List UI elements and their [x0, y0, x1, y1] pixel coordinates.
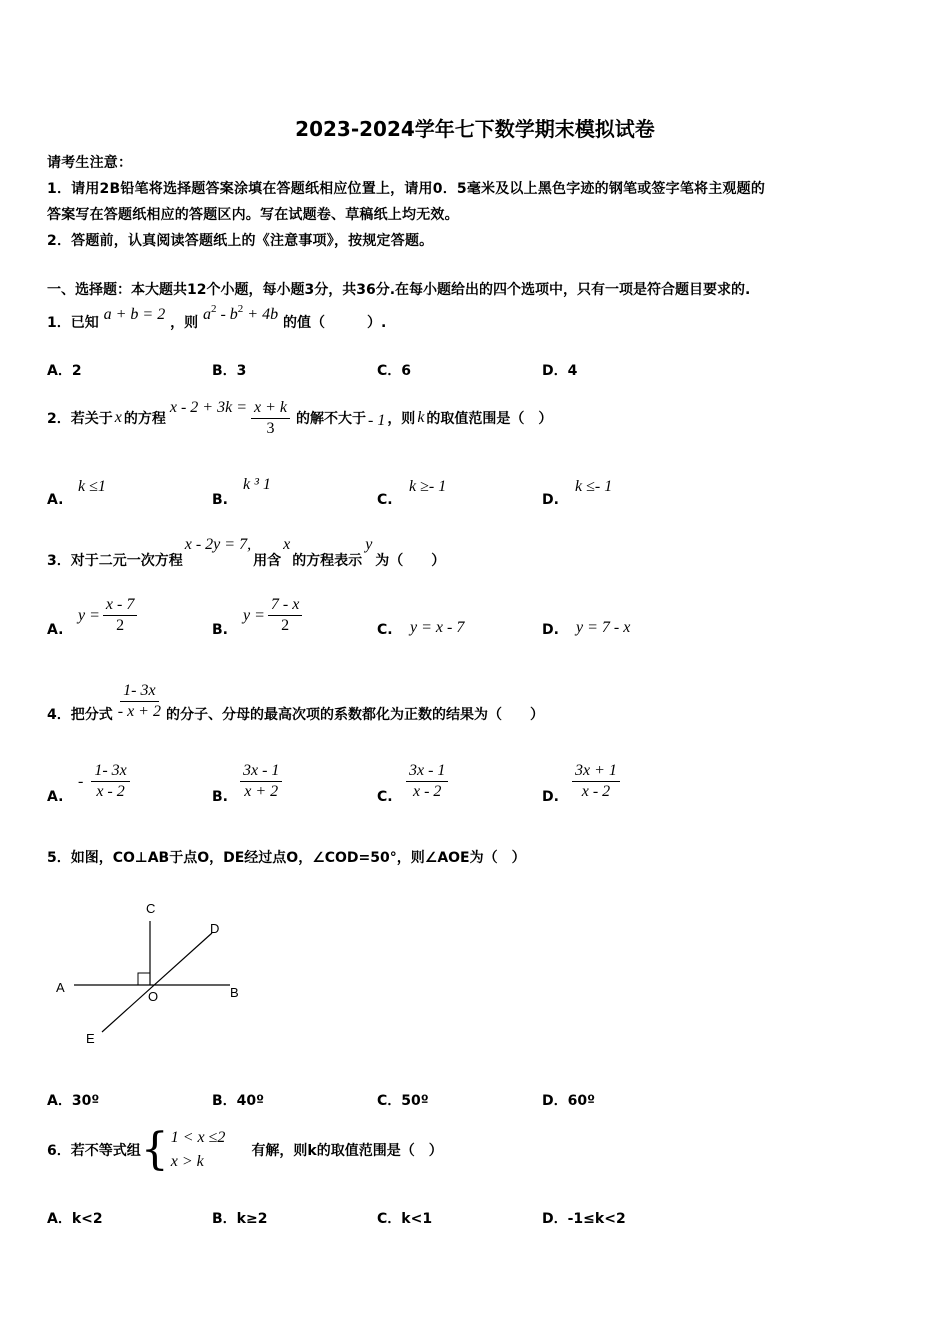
question-1 — [47, 305, 386, 342]
q3-prefix: 3．对于二元一次方程 — [47, 553, 183, 569]
q2-suffix: 的取值范围是（ ） — [426, 411, 553, 427]
section-heading: 一、选择题：本大题共12个小题，每小题3分，共36分.在每小题给出的四个选项中，只有一项是符合题目要求的. — [47, 282, 751, 298]
q6-option-a: A．k<2 — [47, 1211, 103, 1227]
notice-heading: 请考生注意： — [47, 155, 133, 171]
q5-option-d: D．60º — [542, 1093, 595, 1109]
q3-option-a: y = $\frac{x - 7}{2}$ — [78, 596, 137, 635]
q2-var-x: x — [114, 409, 122, 426]
q2-option-c-label: C. — [377, 492, 393, 508]
q4-option-b: $\frac{3x - 1}{x + 2}$ — [240, 762, 282, 801]
q1-prefix: 1．已知 — [47, 315, 99, 331]
question-3 — [47, 536, 445, 576]
q2-fraction: $\frac{x + k}{3}$ — [251, 399, 290, 438]
q6-prefix: 6．若不等式组 — [47, 1143, 141, 1159]
q6-suffix: 有解，则k的取值范围是（ ） — [251, 1143, 443, 1159]
q2-lhs: x - 2 + 3k = — [169, 399, 247, 416]
notice-line-1: 1．请用2B铅笔将选择题答案涂填在答题纸相应位置上，请用0．5毫米及以上黑色字迹的钢笔或签字笔将主观题的 — [47, 181, 766, 197]
q1-option-c: C．6 — [377, 363, 412, 379]
right-angle-mark — [138, 973, 150, 985]
q3-equation: x - 2y = 7, — [184, 536, 252, 553]
q2-option-d: k ≤- 1 — [575, 478, 613, 495]
q2-prefix: 2．若关于 — [47, 411, 113, 427]
q3-var-y: y — [365, 536, 373, 553]
q4-fraction: $\frac{1- 3x}{- x + 2}$ — [117, 681, 161, 720]
q2-option-b: k ³ 1 — [243, 476, 271, 493]
q2-option-d-label: D. — [542, 492, 559, 508]
q6-option-b: B．k≥2 — [212, 1211, 268, 1227]
q3-mid1: 用含 — [253, 553, 282, 569]
notice-line-1b: 答案写在答题纸相应的答题区内。写在试题卷、草稿纸上均无效。 — [47, 207, 459, 223]
question-5: 5．如图，CO⊥AB于点O，DE经过点O，∠COD=50°，则∠AOE为（ ） — [47, 850, 526, 866]
q3-option-c-label: C. — [377, 622, 393, 638]
q4-option-c: $\frac{3x - 1}{x - 2}$ — [406, 762, 448, 801]
question-4 — [47, 677, 544, 725]
q2-mid3: ，则 — [387, 411, 416, 427]
q3-option-a-label: A. — [47, 622, 64, 638]
q2-option-b-label: B. — [212, 492, 228, 508]
label-o: O — [148, 989, 159, 1004]
q1-option-b: B．3 — [212, 363, 247, 379]
q5-figure — [50, 895, 250, 1055]
q6-option-d: D．-1≤k<2 — [542, 1211, 626, 1227]
q2-mid1: 的方程 — [123, 411, 166, 427]
q5-option-c: C．50º — [377, 1093, 429, 1109]
q6-system: 1 < x ≤2 x > k — [170, 1129, 226, 1170]
q1-option-a: A．2 — [47, 363, 82, 379]
q4-option-a-label: A. — [47, 789, 64, 805]
line-de — [102, 933, 212, 1032]
q4-suffix: 的分子、分母的最高次项的系数都化为正数的结果为（ ） — [165, 707, 544, 723]
q1-mid: ，则 — [170, 315, 199, 331]
label-b: B — [230, 985, 239, 1000]
question-6 — [47, 1125, 443, 1175]
question-2 — [47, 395, 552, 441]
q2-value: - 1 — [367, 412, 386, 429]
notice-line-2: 2．答题前，认真阅读答题纸上的《注意事项》，按规定答题。 — [47, 233, 434, 249]
q3-option-b: y = $\frac{7 - x}{2}$ — [243, 596, 302, 635]
q1-condition: a + b = 2 — [103, 306, 166, 323]
q3-mid2: 的方程表示 — [292, 553, 363, 569]
q5-option-a: A．30º — [47, 1093, 100, 1109]
q6-brace: { — [140, 1124, 169, 1175]
label-c: C — [146, 901, 156, 916]
q4-option-a: - $\frac{1- 3x}{x - 2}$ — [78, 762, 130, 801]
q3-option-d: y = 7 - x — [576, 619, 631, 636]
q3-option-c: y = x - 7 — [410, 619, 465, 636]
label-e: E — [86, 1031, 95, 1046]
q1-expression: $a^2 - b^2 + 4b$ — [202, 303, 279, 323]
q3-suffix: 为（ ） — [375, 553, 446, 569]
q4-option-c-label: C. — [377, 789, 393, 805]
q5-option-b: B．40º — [212, 1093, 265, 1109]
q2-option-a-label: A. — [47, 492, 64, 508]
q4-option-b-label: B. — [212, 789, 228, 805]
q3-var-x: x — [283, 536, 291, 553]
q4-option-d-label: D. — [542, 789, 559, 805]
q4-option-d: $\frac{3x + 1}{x - 2}$ — [572, 762, 620, 801]
q1-option-d: D．4 — [542, 363, 578, 379]
q3-option-d-label: D. — [542, 622, 559, 638]
q2-mid2: 的解不大于 — [295, 411, 366, 427]
page-title: 2023-2024学年七下数学期末模拟试卷 — [295, 117, 655, 141]
q6-option-c: C．k<1 — [377, 1211, 433, 1227]
q1-suffix: 的值（ ）. — [282, 315, 387, 331]
q2-option-c: k ≥- 1 — [409, 478, 447, 495]
q2-var-k: k — [417, 409, 425, 426]
label-a: A — [56, 980, 65, 995]
q4-prefix: 4．把分式 — [47, 707, 113, 723]
q2-option-a: k ≤1 — [78, 478, 106, 495]
label-d: D — [210, 921, 220, 936]
q3-option-b-label: B. — [212, 622, 228, 638]
